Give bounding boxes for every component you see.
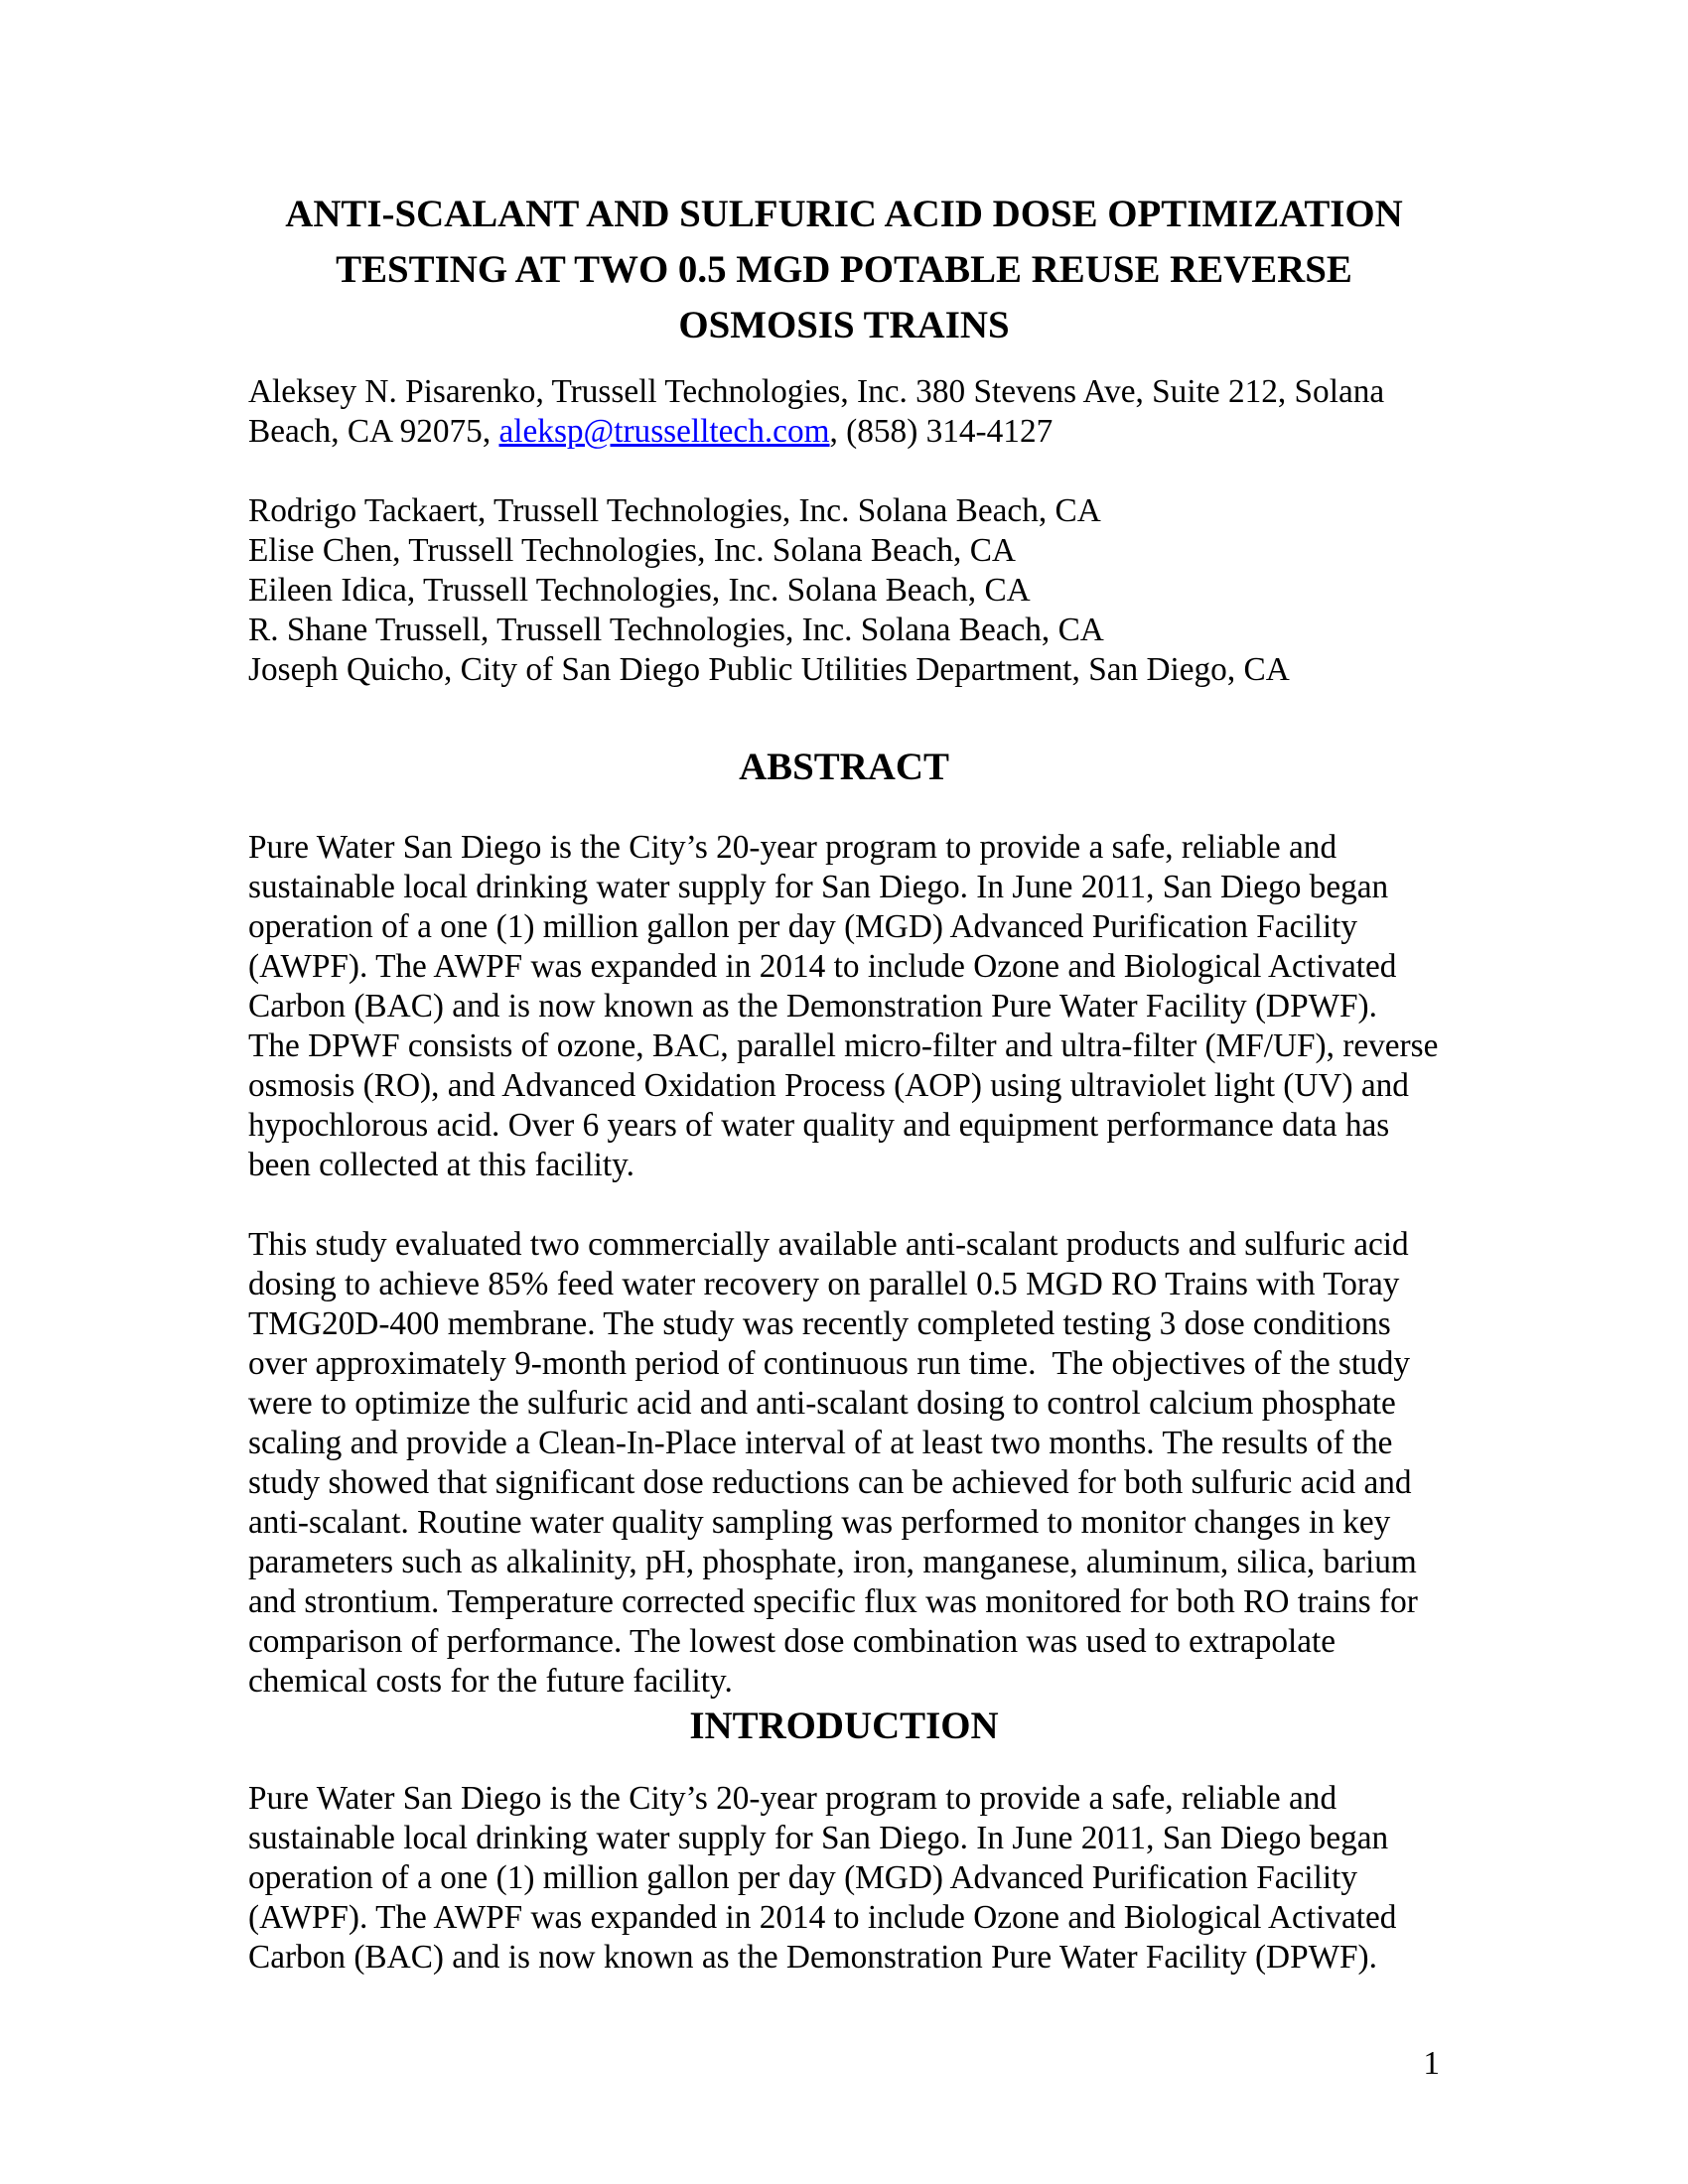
text-line: Joseph Quicho, City of San Diego Public Utilities Department, San Diego, CA [248, 651, 1290, 688]
email-link[interactable]: aleksp@trusselltech.com [498, 413, 830, 450]
abstract-paragraph-2 [248, 1225, 1440, 1702]
text-line: parameters such as alkalinity, pH, phosphate, iron, manganese, aluminum, silica, barium [248, 1544, 1417, 1580]
text-line: hypochlorous acid. Over 6 years of water quality and equipment performance data has [248, 1107, 1390, 1144]
text-line: The DPWF consists of ozone, BAC, parallel micro-filter and ultra-filter (MF/UF), reverse [248, 1027, 1439, 1064]
text-line: R. Shane Trussell, Trussell Technologies, Inc. Solana Beach, CA [248, 612, 1104, 648]
author-block [248, 372, 1440, 690]
text-line: chemical costs for the future facility. [248, 1663, 733, 1700]
text-line: operation of a one (1) million gallon per day (MGD) Advanced Purification Facility [248, 908, 1358, 945]
text-line: This study evaluated two commercially available anti-scalant products and sulfuric acid [248, 1226, 1409, 1263]
text-line: Pure Water San Diego is the City’s 20-year program to provide a safe, reliable and [248, 1780, 1337, 1817]
text-line: Carbon (BAC) and is now known as the Demonstration Pure Water Facility (DPWF). [248, 988, 1377, 1024]
text-line: scaling and provide a Clean-In-Place interval of at least two months. The results of the [248, 1425, 1393, 1461]
text-line: ANTI-SCALANT AND SULFURIC ACID DOSE OPTIMIZATION [285, 193, 1403, 235]
text-line: were to optimize the sulfuric acid and anti-scalant dosing to control calcium phosphate [248, 1385, 1396, 1422]
section-heading-abstract: ABSTRACT [739, 746, 949, 788]
contact-line-2-pre: Beach, CA 92075, [248, 413, 499, 450]
text-line: Elise Chen, Trussell Technologies, Inc. Solana Beach, CA [248, 532, 1016, 569]
text-line: over approximately 9-month period of continuous run time. The objectives of the study [248, 1345, 1411, 1382]
contact-line-2-post: , (858) 314-4127 [829, 413, 1054, 450]
text-line: OSMOSIS TRAINS [678, 304, 1010, 346]
text-line: operation of a one (1) million gallon per day (MGD) Advanced Purification Facility [248, 1859, 1358, 1896]
text-line: anti-scalant. Routine water quality sampling was performed to monitor changes in key [248, 1504, 1391, 1541]
text-line: sustainable local drinking water supply for San Diego. In June 2011, San Diego began [248, 1820, 1389, 1856]
introduction-paragraph-1 [248, 1779, 1440, 1978]
text-line: Pure Water San Diego is the City’s 20-year program to provide a safe, reliable and [248, 829, 1337, 866]
page-number: 1 [1423, 2045, 1440, 2082]
text-line: dosing to achieve 85% feed water recovery on parallel 0.5 MGD RO Trains with Toray [248, 1266, 1400, 1302]
contact-line-2 [248, 412, 1440, 452]
text-line: sustainable local drinking water supply for San Diego. In June 2011, San Diego began [248, 869, 1389, 905]
contact-line-1: Aleksey N. Pisarenko, Trussell Technologies, Inc. 380 Stevens Ave, Suite 212, Solana [248, 373, 1385, 410]
text-line: osmosis (RO), and Advanced Oxidation Process (AOP) using ultraviolet light (UV) and [248, 1067, 1409, 1104]
abstract-paragraph-1 [248, 828, 1440, 1185]
text-line: Carbon (BAC) and is now known as the Demonstration Pure Water Facility (DPWF). [248, 1939, 1377, 1976]
text-line: Rodrigo Tackaert, Trussell Technologies, Inc. Solana Beach, CA [248, 492, 1101, 529]
section-heading-introduction: INTRODUCTION [689, 1705, 999, 1747]
author-list [248, 491, 1440, 690]
text-line: and strontium. Temperature corrected specific flux was monitored for both RO trains for [248, 1583, 1418, 1620]
text-line: (AWPF). The AWPF was expanded in 2014 to include Ozone and Biological Activated [248, 948, 1397, 985]
text-line: TESTING AT TWO 0.5 MGD POTABLE REUSE REVERSE [336, 248, 1352, 291]
text-line: been collected at this facility. [248, 1147, 634, 1183]
text-line: study showed that significant dose reductions can be achieved for both sulfuric acid and [248, 1464, 1412, 1501]
text-line: Eileen Idica, Trussell Technologies, Inc. Solana Beach, CA [248, 572, 1031, 609]
text-line: comparison of performance. The lowest dose combination was used to extrapolate [248, 1623, 1336, 1660]
text-line: TMG20D-400 membrane. The study was recently completed testing 3 dose conditions [248, 1305, 1391, 1342]
text-line: (AWPF). The AWPF was expanded in 2014 to include Ozone and Biological Activated [248, 1899, 1397, 1936]
paper-title [248, 187, 1440, 353]
